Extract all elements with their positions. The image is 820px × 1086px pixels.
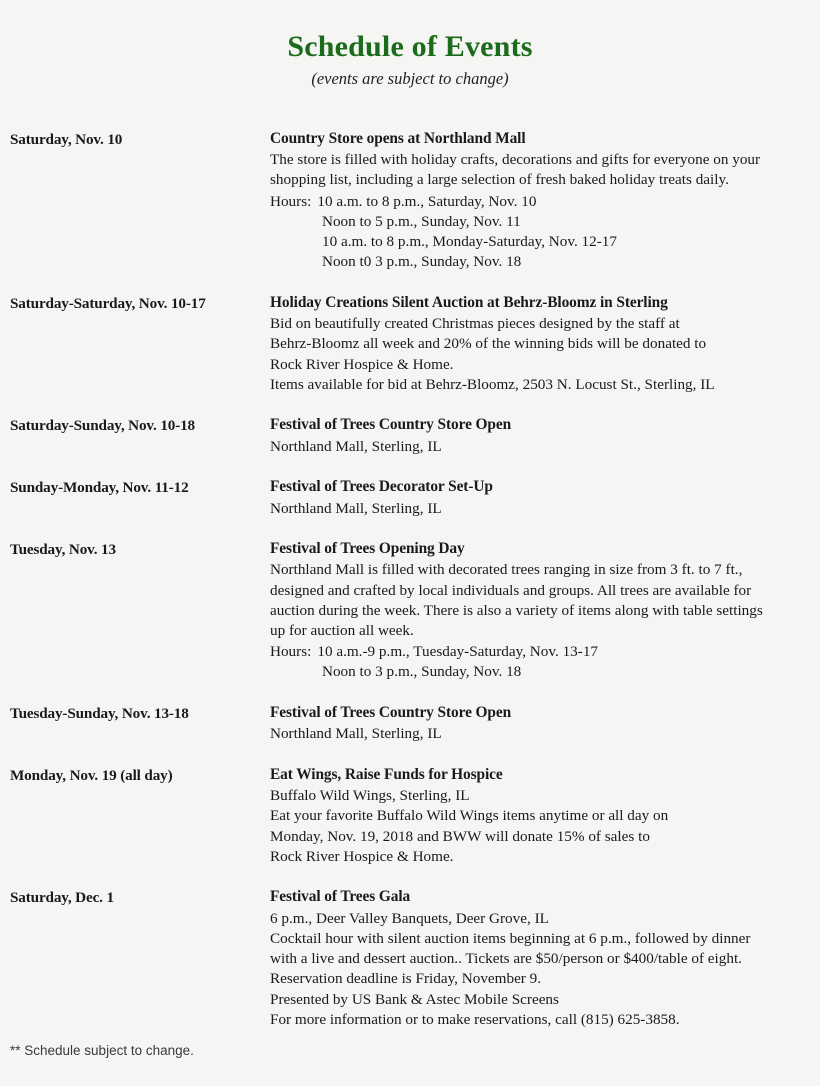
event-description-line: Items available for bid at Behrz-Bloomz, 2503 N. Locust St., Sterling, IL: [270, 375, 715, 393]
event-body: [268, 415, 812, 457]
event-title: Festival of Trees Opening Day: [270, 539, 465, 557]
event-description-line: shopping list, including a large selection of fresh baked holiday treats daily.: [270, 171, 729, 189]
event-title: Festival of Trees Country Store Open: [270, 416, 512, 434]
event-title: Festival of Trees Gala: [270, 888, 411, 906]
event-description-line: Eat your favorite Buffalo Wild Wings items anytime or all day on: [270, 807, 669, 825]
event-description-line: Cocktail hour with silent auction items beginning at 6 p.m., followed by dinner: [270, 929, 751, 947]
event-description-line: The store is filled with holiday crafts, decorations and gifts for everyone on your: [270, 151, 761, 169]
event-description-line: Northland Mall is filled with decorated trees ranging in size from 3 ft. to 7 ft.,: [270, 561, 743, 579]
event-description-line: Monday, Nov. 19, 2018 and BWW will donate 15% of sales to: [270, 827, 650, 845]
page-subtitle: (events are subject to change): [311, 68, 509, 88]
event-title: Festival of Trees Country Store Open: [270, 703, 512, 721]
event-hours-item: 10 a.m. to 8 p.m., Saturday, Nov. 10: [317, 192, 537, 210]
event-date: Monday, Nov. 19 (all day): [10, 766, 173, 784]
footer-note: ** Schedule subject to change.: [10, 1043, 194, 1059]
event-description-line: Northland Mall, Sterling, IL: [270, 437, 442, 455]
event-date: Saturday-Sunday, Nov. 10-18: [10, 417, 195, 435]
event-hours-block: [270, 192, 812, 273]
event-hours-label: Hours:: [270, 192, 312, 210]
event-body: [268, 477, 812, 519]
event-row: [10, 129, 812, 273]
event-description-line: Behrz-Bloomz all week and 20% of the winning bids will be donated to: [270, 335, 707, 353]
page-title: Schedule of Events: [287, 30, 533, 63]
event-description-line: up for auction all week.: [270, 622, 414, 640]
event-title: Festival of Trees Decorator Set-Up: [270, 477, 493, 495]
event-row: [10, 415, 812, 457]
event-description-line: auction during the week. There is also a variety of items along with table settings: [270, 601, 763, 619]
event-title: Holiday Creations Silent Auction at Behrz-Bloomz in Sterling: [270, 293, 668, 311]
event-description-line: Bid on beautifully created Christmas pieces designed by the staff at: [270, 315, 680, 333]
document-header: [0, 0, 820, 89]
event-row: [10, 477, 812, 519]
event-description-line: designed and crafted by local individuals and groups. All trees are available for: [270, 581, 752, 599]
event-description-line: Reservation deadline is Friday, November 9.: [270, 970, 542, 988]
event-row: [10, 703, 812, 745]
event-hours-item: Noon to 3 p.m., Sunday, Nov. 18: [322, 663, 522, 681]
event-hours-first-row: [270, 192, 812, 212]
event-description-line: Buffalo Wild Wings, Sterling, IL: [270, 787, 470, 805]
event-body: [268, 293, 812, 396]
event-description-line: Presented by US Bank & Astec Mobile Screens: [270, 990, 559, 1008]
event-body: [268, 765, 812, 868]
event-description-line: with a live and dessert auction.. Tickets are $50/person or $400/table of eight.: [270, 950, 742, 968]
event-description-line: Rock River Hospice & Home.: [270, 847, 454, 865]
event-description-line: For more information or to make reservations, call (815) 625-3858.: [270, 1010, 680, 1028]
event-hours-item: Noon to 5 p.m., Sunday, Nov. 11: [322, 212, 521, 230]
event-date: Saturday, Dec. 1: [10, 889, 114, 907]
event-date: Saturday, Nov. 10: [10, 130, 123, 148]
event-body: [268, 887, 812, 1030]
event-date: Saturday-Saturday, Nov. 10-17: [10, 294, 206, 312]
event-description-line: Northland Mall, Sterling, IL: [270, 499, 442, 517]
event-description-line: Rock River Hospice & Home.: [270, 355, 454, 373]
event-date: Tuesday, Nov. 13: [10, 540, 116, 558]
event-description-line: 6 p.m., Deer Valley Banquets, Deer Grove, IL: [270, 909, 549, 927]
event-body: [268, 703, 812, 745]
event-row: [10, 293, 812, 396]
event-hours-item: 10 a.m. to 8 p.m., Monday-Saturday, Nov. 12-17: [322, 233, 617, 251]
event-description-line: Northland Mall, Sterling, IL: [270, 725, 442, 743]
event-row: [10, 887, 812, 1030]
event-date: Tuesday-Sunday, Nov. 13-18: [10, 704, 189, 722]
events-list: [0, 129, 820, 1030]
event-hours-item: 10 a.m.-9 p.m., Tuesday-Saturday, Nov. 13-17: [317, 643, 599, 661]
event-row: [10, 765, 812, 868]
event-date: Sunday-Monday, Nov. 11-12: [10, 478, 189, 496]
event-row: [10, 539, 812, 683]
event-hours-label: Hours:: [270, 643, 312, 661]
event-body: [268, 539, 812, 683]
event-title: Eat Wings, Raise Funds for Hospice: [270, 765, 503, 783]
event-body: [268, 129, 812, 273]
event-hours-first-row: [270, 642, 812, 662]
event-hours-item: Noon t0 3 p.m., Sunday, Nov. 18: [322, 253, 522, 271]
event-hours-block: [270, 642, 812, 682]
event-title: Country Store opens at Northland Mall: [270, 129, 526, 147]
